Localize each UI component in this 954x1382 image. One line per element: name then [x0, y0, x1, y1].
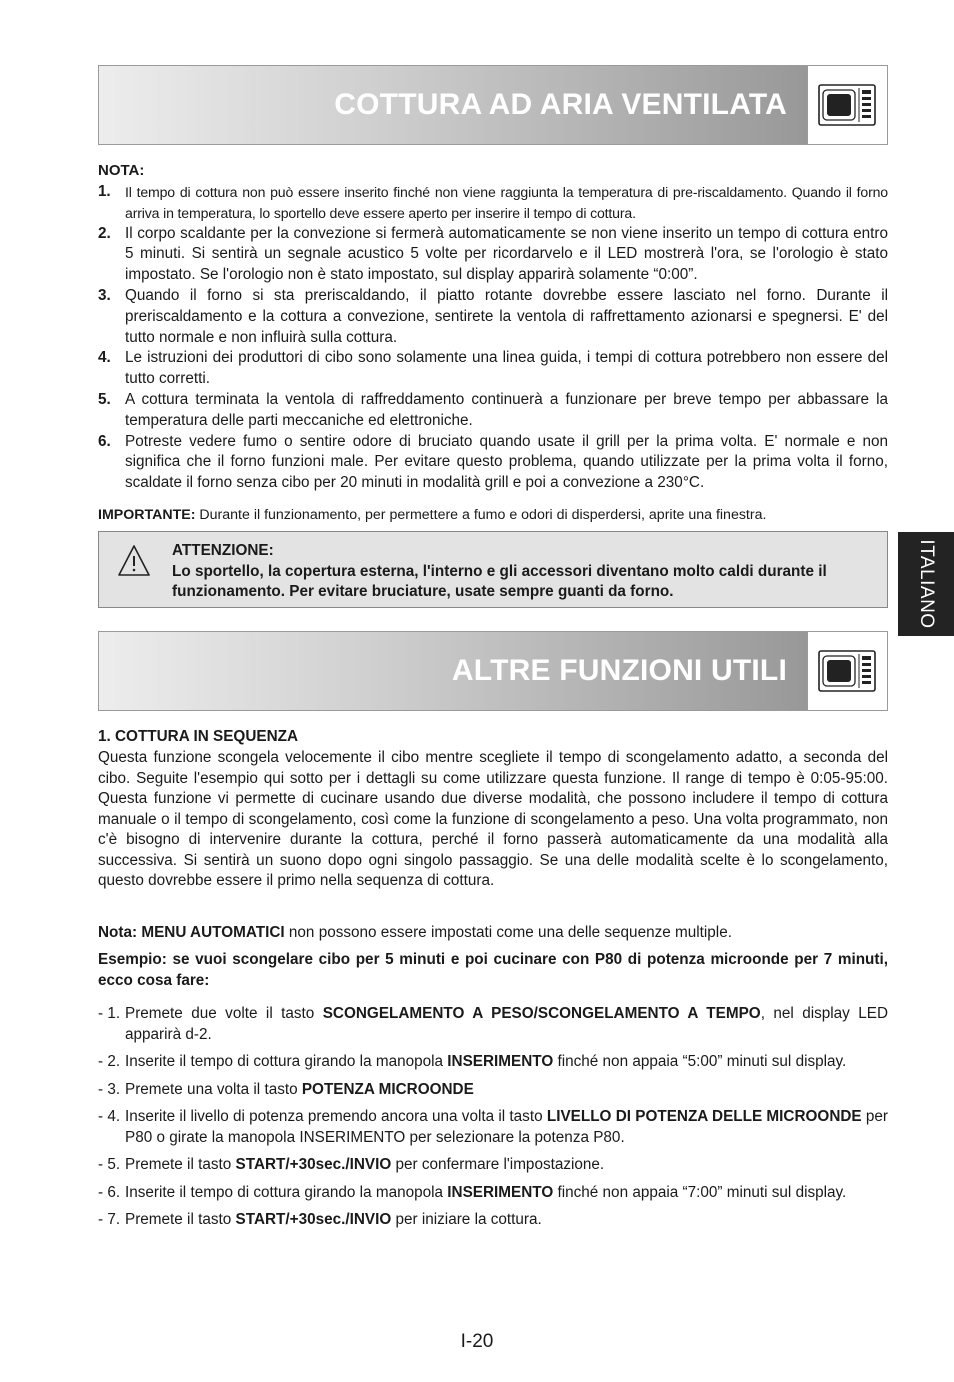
- microwave-icon: [818, 84, 876, 126]
- steps-list: [98, 1004, 888, 1238]
- page-number: I-20: [460, 1331, 494, 1352]
- list-item: - 7. Premete il tasto START/+30sec./INVIO per iniziare la cottura.: [98, 1211, 542, 1228]
- section-header-other-functions: [98, 631, 888, 711]
- list-item: - 3. Premete una volta il tasto POTENZA MICROONDE: [98, 1080, 474, 1098]
- list-item: 2. Il corpo scaldante per la convezione si fermerà automaticamente se non viene inserito un tempo di cottura entro 5 minuti. Si sentirà un segnale acustico 5 volte per ricordarvelo e il LED mostrerà l'ora, se l'orologio è stato impostato. Se l'orologio non è stato impostato, sul display apparirà solamente “0:00”.: [98, 224, 888, 284]
- nota-list: [98, 182, 888, 494]
- language-tab: ITALIANO: [898, 532, 954, 636]
- list-item: 1. Il tempo di cottura non può essere inserito finché non viene raggiunta la temperatura di pre-riscaldamento. Quando il forno arriva in temperatura, lo sportello deve essere aperto per inserire il tempo di cottura.: [98, 183, 888, 221]
- microwave-icon-box: [807, 66, 887, 144]
- list-item: - 6. Inserite il tempo di cottura girando la manopola INSERIMENTO finché non appaia “7:00” minuti sul display.: [98, 1183, 847, 1201]
- section-title: COTTURA AD ARIA VENTILATA: [334, 88, 787, 121]
- list-item: 3. Quando il forno si sta preriscaldando, il piatto rotante dovrebbe essere lasciato nel forno. Durante il preriscaldamento e la cottura a convezione, sentirete la ventola di raffrettamento azionarsi e spegnersi. E' del tutto normale e non influirà sulla cottura.: [98, 286, 888, 346]
- list-item: - 5. Premete il tasto START/+30sec./INVIO per confermare l'impostazione.: [98, 1156, 605, 1173]
- microwave-icon-box: [807, 632, 887, 710]
- importante-note: IMPORTANTE: Durante il funzionamento, per permettere a fumo e odori di disperdersi, aprite una finestra.: [98, 507, 767, 523]
- warning-icon: [117, 544, 151, 578]
- nota-automatic-menu: Nota: MENU AUTOMATICI non possono essere impostati come una delle sequenze multiple.: [98, 924, 732, 941]
- microwave-icon: [818, 650, 876, 692]
- list-item: - 2. Inserite il tempo di cottura girando la manopola INSERIMENTO finché non appaia “5:00” minuti sul display.: [98, 1053, 847, 1070]
- list-item: - 1. Premete due volte il tasto SCONGELAMENTO A PESO/SCONGELAMENTO A TEMPO, nel display LED apparirà d-2.: [98, 1005, 889, 1043]
- list-item: - 4. Inserite il livello di potenza premendo ancora una volta il tasto LIVELLO DI POTENZA DELLE MICROONDE per P80 o girate la manopola INSERIMENTO per selezionare la potenza P80.: [98, 1108, 888, 1146]
- nota-title: NOTA:: [98, 162, 145, 179]
- list-item: 6. Potreste vedere fumo o sentire odore di bruciato quando usate il grill per la prima volta. E' normale e non significa che il forno funzioni male. Per evitare questo problema, quando utilizzate per la prima volta il forno, scaldate il forno senza cibo per 20 minuti in modalità grill e poi a convezione a 230°C.: [98, 432, 888, 492]
- list-item: 4. Le istruzioni dei produttori di cibo sono solamente una linea guida, i tempi di cottura potrebbero non essere del tutto corretti.: [98, 349, 888, 388]
- list-item: 5. A cottura terminata la ventola di raffreddamento continuerà a funzionare per breve tempo per abbassare la temperatura delle parti meccaniche ed elettroniche.: [98, 390, 888, 429]
- section-paragraph: Questa funzione scongela velocemente il cibo mentre scegliete il tempo di scongelamento adatto, a seconda del cibo. Seguite l'esempio qui sotto per i dettagli su come utilizzare questa funzione. Il range di tempo è 0:05-95:00. Questa funzione vi permette di cucinare usando due diverse modalità, che possono includere il tempo di cottura manuale o il tempo di scongelamento, così come la funzione di scongelamento a peso. Una volta programmato, non c'è bisogno di intervenire durante la cottura, perché il forno passerà automaticamente da una modalità alla successiva. Si sentirà un suono dopo ogni singolo passaggio. Se una delle modalità scelte è lo scongelamento, questo dovrebbe essere il primo nella sequenza di cottura.: [98, 749, 888, 889]
- example-heading: Esempio: se vuoi scongelare cibo per 5 minuti e poi cucinare con P80 di potenza microonde per 7 minuti, ecco cosa fare:: [98, 951, 888, 989]
- section-header-convection: [98, 65, 888, 145]
- warning-text: ATTENZIONE: Lo sportello, la copertura esterna, l'interno e gli accessori diventano molto caldi durante il funzionamento. Per evitare bruciature, usate sempre guanti da forno.: [172, 542, 827, 600]
- subsection-heading: 1. COTTURA IN SEQUENZA: [98, 728, 299, 745]
- section-title: ALTRE FUNZIONI UTILI: [451, 654, 787, 687]
- warning-box: [98, 531, 888, 608]
